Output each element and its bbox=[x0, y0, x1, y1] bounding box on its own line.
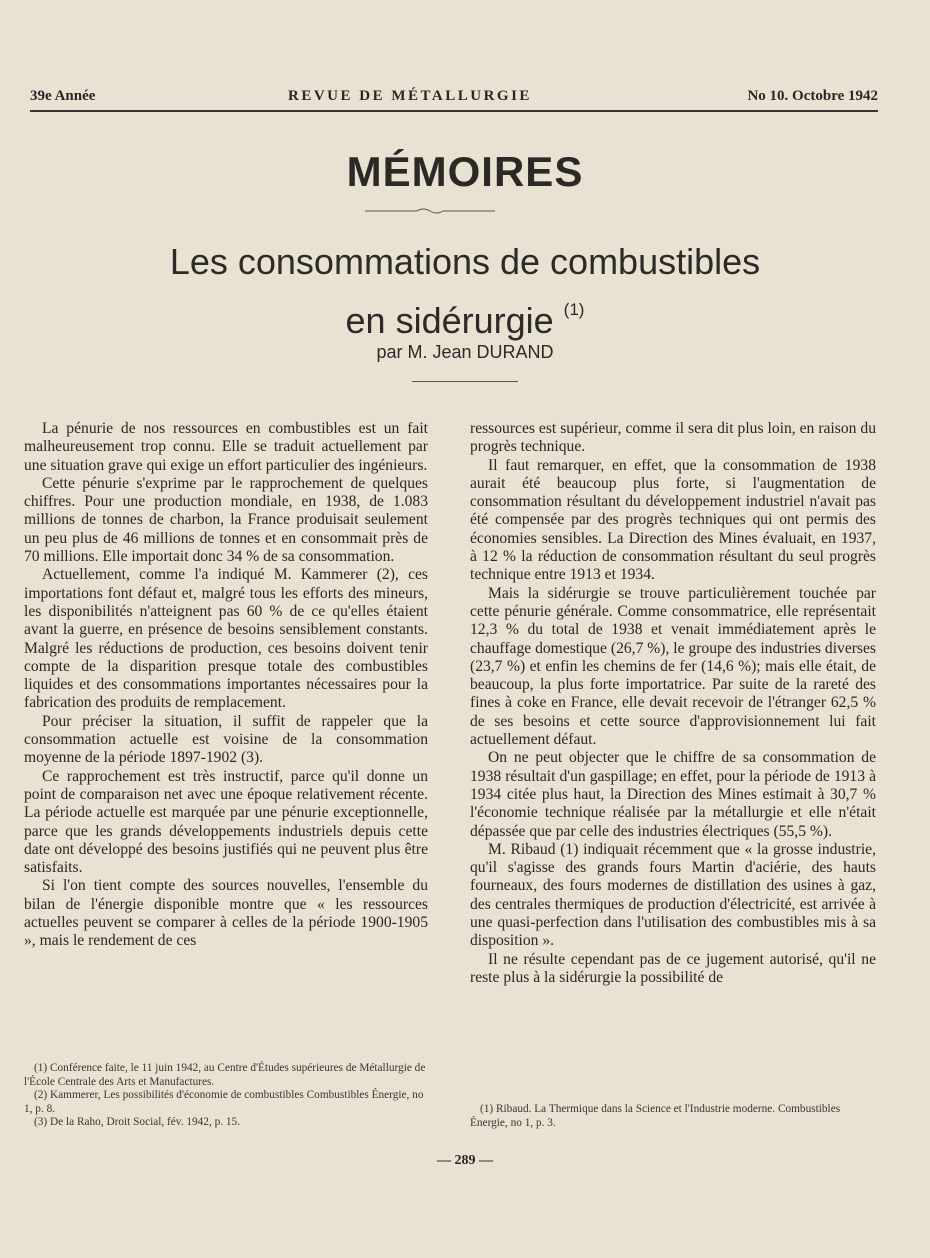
journal-title: REVUE DE MÉTALLURGIE bbox=[288, 88, 532, 104]
running-header bbox=[30, 84, 878, 110]
left-column bbox=[24, 420, 428, 951]
paragraph: Actuellement, comme l'a indiqué M. Kammerer (2), ces importations font défaut et, malgré tous les efforts des mineurs, les disponibilités n'atteignent pas 60 % de ce qu'elles étaient avant la guerre, en présence de besoins sensiblement constants. Malgré les réductions de production, ces besoins doivent tenir compte de la disparition presque totale des combustibles liquides et des consommations importantes nécessaires pour la fabrication des produits de remplacement. bbox=[24, 566, 428, 712]
paragraph: Il ne résulte cependant pas de ce jugement autorisé, qu'il ne reste plus à la sidérurgie la possibilité de bbox=[470, 950, 876, 986]
paragraph: Il faut remarquer, en effet, que la consommation de 1938 aurait été beaucoup plus forte, si l'augmentation de consommation résultant du développement industriel n'avait pas été compensée par des progrès techniques qui ont permis des économies sensibles. La Direction des Mines évaluait, en 1937, à 12 % la réduction de consommation résultant du seul progrès technique entre 1913 et 1934. bbox=[470, 456, 876, 584]
paragraph: Cette pénurie s'exprime par le rapprochement de quelques chiffres. Pour une production mondiale, en 1938, de 1.083 millions de tonnes de charbon, la France produisait seulement un peu plus de 46 millions de tonnes et en consommait près de 70 millions. Elle importait donc 34 % de sa consommation. bbox=[24, 474, 428, 566]
title-footnote-mark: (1) bbox=[563, 300, 585, 319]
paragraph: Si l'on tient compte des sources nouvelles, l'ensemble du bilan de l'énergie disponible montre que « les ressources actuelles peuvent se comparer à celles de la période 1900-1905 », mais le rendement de ces bbox=[24, 877, 428, 950]
paragraph: Mais la sidérurgie se trouve particulièrement touchée par cette pénurie générale. Comme consommatrice, elle représentait 12,3 % du total de 1938 et venait immédiatement après le chauffage domestique (26,7 %), le groupe des industries diverses (23,7 %) et enfin les chemins de fer (14,6 %); mais elle était, de beaucoup, la plus forte importatrice. Par suite de la rareté des fines à coke en France, elle devait recevoir de l'étranger 62,5 % de ses besoins et cette source d'approvisionnement lui fait actuellement défaut. bbox=[470, 584, 876, 749]
author-byline: par M. Jean DURAND bbox=[376, 342, 554, 362]
paragraph: On ne peut objecter que le chiffre de sa consommation de 1938 résultait d'un gaspillage; en effet, pour la période de 1913 à 1934 citée plus haut, la Direction des Mines estimait à 30,7 % l'économie technique réalisée par la métallurgie et elle n'était dépassée que par celle des industries électriques (55,5 %). bbox=[470, 749, 876, 840]
ornament-divider bbox=[365, 206, 495, 216]
paragraph: La pénurie de nos ressources en combustibles est un fait malheureusement trop connu. Elle se traduit actuellement par une situation grave qui exige un effort particulier des ingénieurs. bbox=[24, 420, 428, 474]
footnotes-left bbox=[24, 1062, 428, 1130]
footnote: (1) Conférence faite, le 11 juin 1942, au Centre d'Études supérieures de Métallurgie de l'École Centrale des Arts et Manufactures. bbox=[24, 1062, 426, 1088]
article-title bbox=[0, 238, 930, 345]
page-number: — 289 — bbox=[437, 1153, 493, 1168]
title-line-2-text: en sidérurgie bbox=[345, 300, 554, 341]
footnote: (1) Ribaud. La Thermique dans la Science et l'Industrie moderne. Combustibles Énergie, no 1, p. 3. bbox=[470, 1103, 841, 1129]
paragraph: Pour préciser la situation, il suffit de rappeler que la consommation actuelle est voisine de la consommation moyenne de la période 1897-1902 (3). bbox=[24, 712, 428, 767]
paragraph: Ce rapprochement est très instructif, parce qu'il donne un point de comparaison net avec une époque relativement récente. La période actuelle est marquée par une pénurie exceptionnelle, parce que les grands développements industriels depuis cette date ont développé des besoins justifiés qui ne peuvent plus être satisfaits. bbox=[24, 767, 428, 877]
footnotes-right bbox=[470, 1103, 876, 1130]
section-title: MÉMOIRES bbox=[346, 148, 584, 195]
title-line-2 bbox=[0, 286, 930, 345]
footnote: (3) De la Raho, Droit Social, fév. 1942, p. 15. bbox=[34, 1116, 241, 1129]
issue-date: No 10. Octobre 1942 bbox=[747, 88, 878, 104]
volume-year: 39e Année bbox=[30, 88, 96, 104]
right-column bbox=[470, 420, 876, 987]
header-rule bbox=[30, 110, 878, 112]
paragraph: M. Ribaud (1) indiquait récemment que « la grosse industrie, qu'il s'agisse des grands fours Martin d'aciérie, des hauts fourneaux, des fours modernes de distillation des usines à gaz, des centrales thermiques de production d'électricité, est arrivée à une quasi-perfection dans l'utilisation des combustibles mis à sa disposition ». bbox=[470, 840, 876, 950]
byline-rule bbox=[412, 381, 518, 382]
paragraph: ressources est supérieur, comme il sera dit plus loin, en raison du progrès technique. bbox=[470, 420, 876, 456]
footnote: (2) Kammerer, Les possibilités d'économie de combustibles Combustibles Énergie, no 1, p. 8. bbox=[24, 1089, 424, 1115]
title-line-1: Les consommations de combustibles bbox=[169, 241, 761, 282]
